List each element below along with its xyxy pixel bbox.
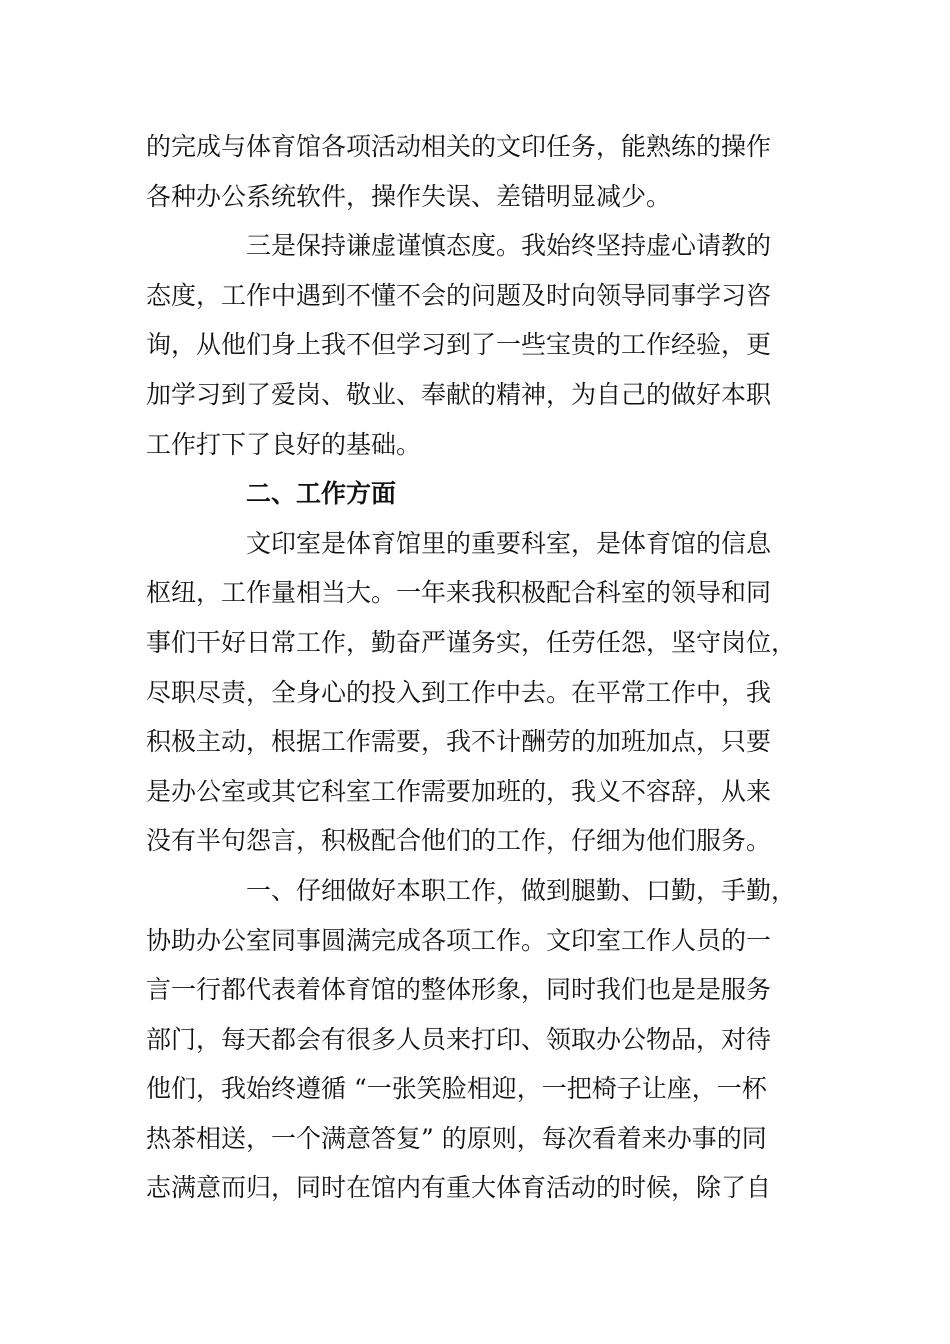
document-body	[146, 122, 806, 1213]
text-line: 言一行都代表着体育馆的整体形象，同时我们也是是服务	[146, 975, 772, 1005]
text-line: 热茶相送，一个满意答复” 的原则，每次看着来办事的同	[146, 1123, 767, 1153]
text-line: 协助办公室同事圆满完成各项工作。文印室工作人员的一	[146, 925, 772, 955]
text-line: 各种办公系统软件，操作失误、差错明显减少。	[146, 181, 672, 211]
paragraph-start-line: 一、仔细做好本职工作，做到腿勤、口勤，手勤，	[246, 875, 797, 905]
paragraph-start-line: 三是保持谦虚谨慎态度。我始终坚持虚心请教的	[246, 231, 772, 261]
paragraph-start-line: 文印室是体育馆里的重要科室，是体育馆的信息	[246, 528, 772, 558]
section-heading: 二、工作方面	[246, 479, 397, 509]
text-line: 尽职尽责，全身心的投入到工作中去。在平常工作中，我	[146, 677, 772, 707]
text-line: 询，从他们身上我不但学习到了一些宝贵的工作经验，更	[146, 330, 772, 360]
text-line: 志满意而归，同时在馆内有重大体育活动的时候，除了自	[146, 1173, 772, 1203]
text-line: 他们，我始终遵循 “一张笑脸相迎，一把椅子让座，一杯	[146, 1074, 767, 1104]
text-line: 积极主动，根据工作需要，我不计酬劳的加班加点，只要	[146, 727, 772, 757]
text-line: 部门，每天都会有很多人员来打印、领取办公物品，对待	[146, 1024, 772, 1054]
text-line: 是办公室或其它科室工作需要加班的，我义不容辞，从来	[146, 776, 772, 806]
text-line: 工作打下了良好的基础。	[146, 429, 422, 459]
text-line: 的完成与体育馆各项活动相关的文印任务，能熟练的操作	[146, 132, 772, 161]
text-line: 没有半句怨言，积极配合他们的工作，仔细为他们服务。	[146, 826, 772, 856]
text-line: 枢纽，工作量相当大。一年来我积极配合科室的领导和同	[146, 578, 772, 608]
text-line: 加学习到了爱岗、敬业、奉献的精神，为自己的做好本职	[146, 379, 772, 409]
text-line: 事们干好日常工作，勤奋严谨务实，任劳任怨，坚守岗位，	[146, 627, 797, 657]
text-line: 态度，工作中遇到不懂不会的问题及时向领导同事学习咨	[146, 280, 772, 310]
